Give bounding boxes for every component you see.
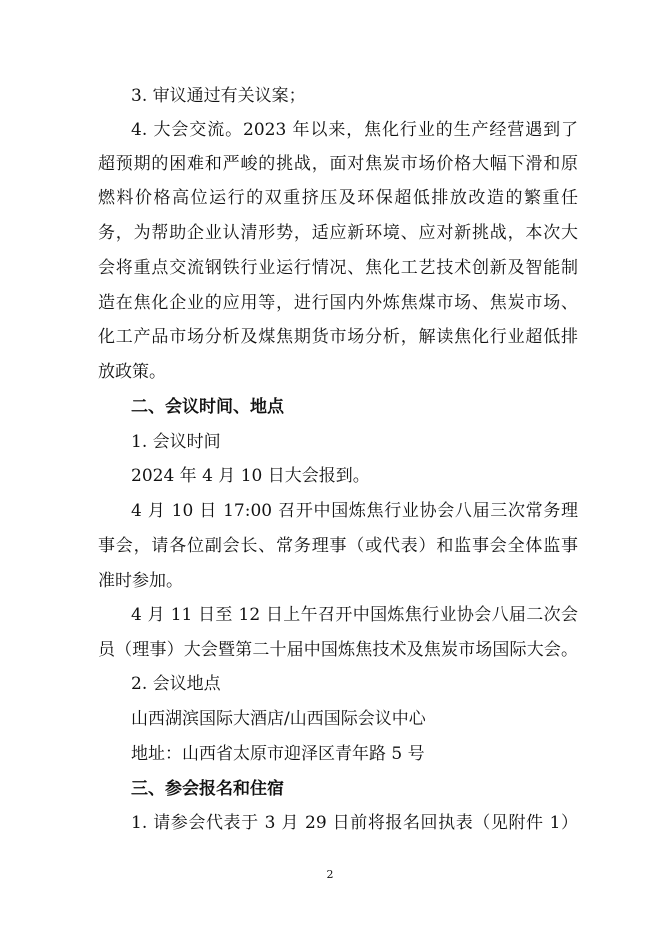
- section-2-heading: 二、会议时间、地点: [131, 397, 284, 417]
- item-4-line-7: 化工产品市场分析及煤焦期货市场分析，解读焦化行业超低排: [98, 327, 578, 347]
- general-meeting-line-2: 员（理事）大会暨第二十届中国炼焦技术及焦炭市场国际大会。: [98, 640, 578, 660]
- council-meeting-line-1: 4 月 10 日 17:00 召开中国炼焦行业协会八届三次常务理: [131, 501, 578, 521]
- item-4-line-2: 超预期的困难和严峻的挑战，面对焦炭市场价格大幅下滑和原: [98, 154, 578, 174]
- page-number: 2: [326, 868, 334, 881]
- section-3-heading: 三、参会报名和住宿: [131, 779, 284, 799]
- meeting-address: 地址：山西省太原市迎泽区青年路 5 号: [131, 744, 425, 764]
- item-4-line-3: 燃料价格高位运行的双重挤压及环保超低排放改造的繁重任: [98, 188, 578, 208]
- item-4-line-1: 4. 大会交流。2023 年以来，焦化行业的生产经营遇到了: [131, 120, 578, 140]
- item-4-line-6: 造在焦化企业的应用等，进行国内外炼焦煤市场、焦炭市场、: [98, 293, 578, 313]
- registration-date: 2024 年 4 月 10 日大会报到。: [131, 466, 370, 486]
- item-4-line-8: 放政策。: [98, 362, 166, 382]
- item-4-line-5: 会将重点交流钢铁行业运行情况、焦化工艺技术创新及智能制: [98, 258, 578, 278]
- meeting-venue: 山西湖滨国际大酒店/山西国际会议中心: [131, 709, 426, 729]
- registration-deadline-line: 1. 请参会代表于 3 月 29 日前将报名回执表（见附件 1）: [131, 813, 578, 833]
- meeting-place-label: 2. 会议地点: [131, 674, 221, 694]
- council-meeting-line-2: 事会，请各位副会长、常务理事（或代表）和监事会全体监事: [98, 536, 578, 556]
- item-3-text: 3. 审议通过有关议案；: [131, 86, 306, 106]
- meeting-time-label: 1. 会议时间: [131, 432, 221, 452]
- item-4-line-4: 务，为帮助企业认清形势，适应新环境、应对新挑战，本次大: [98, 223, 578, 243]
- council-meeting-line-3: 准时参加。: [98, 571, 183, 591]
- general-meeting-line-1: 4 月 11 日至 12 日上午召开中国炼焦行业协会八届二次会: [131, 605, 578, 625]
